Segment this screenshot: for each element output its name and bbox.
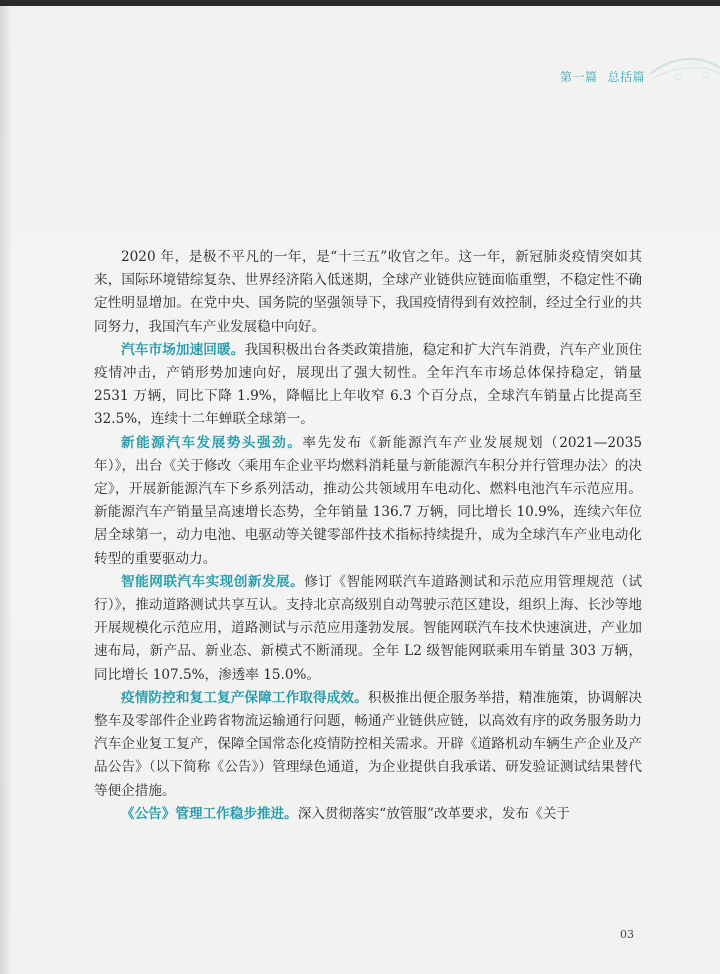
paragraph-market-text: 我国积极出台各类政策措施，稳定和扩大汽车消费，汽车产业顶住疫情冲击，产销形势加速向好，展现出了强大韧性。全年汽车市场总体保持稳定，销量 2531 万辆，同比下降 1.9%，降幅比上年收窄 6.3 个百分点，全球汽车销量占比提高至 32.5%，连续十二年蝉联全球第一。 — [94, 341, 643, 428]
header-section: 总括篇 — [607, 70, 646, 84]
running-header — [560, 68, 655, 85]
page-gutter-shadow — [0, 6, 12, 974]
paragraph-epidemic-text: 积极推出便企服务举措，精准施策，协调解决整车及零部件企业跨省物流运输通行问题，畅通产业链供应链，以高效有序的政务服务助力汽车企业复工复产，保障全国常态化疫情防控相关需求。开辟《道路机动车辆生产企业及产品公告》（以下简称《公告》）管理绿色通道，为企业提供自我承诺、研发验证测试结果替代等便企措施。 — [94, 689, 643, 799]
paragraph-announcement-heading: 《公告》管理工作稳步推进。 — [121, 805, 298, 822]
paragraph-nev — [94, 432, 642, 571]
paragraph-icv-text: 修订《智能网联汽车道路测试和示范应用管理规范（试行）》，推动道路测试共享互认。支持北京高级别自动驾驶示范区建设，组织上海、长沙等地开展规模化示范应用，道路测试与示范应用蓬勃发展。智能网联汽车技术快速演进，产业加速布局，新产品、新业态、新模式不断涌现。全年 L2 级智能网联乘用车销量 303 万辆，同比增长 107.5%，渗透率 15.0%。 — [94, 573, 643, 683]
paragraph-market — [94, 339, 642, 432]
header-part: 第一篇 — [560, 70, 598, 84]
paragraph-intro — [94, 246, 642, 339]
car-decoration-icon — [648, 50, 720, 84]
paragraph-market-heading: 汽车市场加速回暖。 — [121, 341, 245, 358]
paragraph-nev-text: 率先发布《新能源汽车产业发展规划（2021—2035 年）》，出台《关于修改〈乘用车企业平均燃料消耗量与新能源汽车积分并行管理办法〉的决定》，开展新能源汽车下乡系列活动，推动公共领域用车电动化、燃料电池汽车示范应用。新能源汽车产销量呈高速增长态势，全年销量 136.7 万辆，同比增长 10.9%，连续六年位居全球第一，动力电池、电驱动等关键零部件技术指标持续提升，成为全球汽车产业电动化转型的重要驱动力。 — [94, 434, 642, 567]
paragraph-epidemic — [94, 687, 642, 803]
document-page — [0, 6, 720, 974]
paragraph-icv — [94, 571, 642, 687]
body-text — [94, 246, 642, 826]
paragraph-nev-heading: 新能源汽车发展势头强劲。 — [121, 434, 303, 451]
paragraph-icv-heading: 智能网联汽车实现创新发展。 — [121, 573, 305, 590]
paragraph-intro-text: 2020 年，是极不平凡的一年，是“十三五”收官之年。这一年，新冠肺炎疫情突如其来，国际环境错综复杂、世界经济陷入低迷期，全球产业链供应链面临重塑，不稳定性不确定性明显增加。在党中央、国务院的坚强领导下，我国疫情得到有效控制，经过全行业的共同努力，我国汽车产业发展稳中向好。 — [94, 249, 642, 335]
paragraph-epidemic-heading: 疫情防控和复工复产保障工作取得成效。 — [121, 689, 368, 706]
page-number: 03 — [620, 928, 634, 941]
paragraph-announcement-text: 深入贯彻落实“放管服”改革要求，发布《关于 — [297, 805, 570, 822]
paragraph-announcement — [94, 803, 642, 826]
